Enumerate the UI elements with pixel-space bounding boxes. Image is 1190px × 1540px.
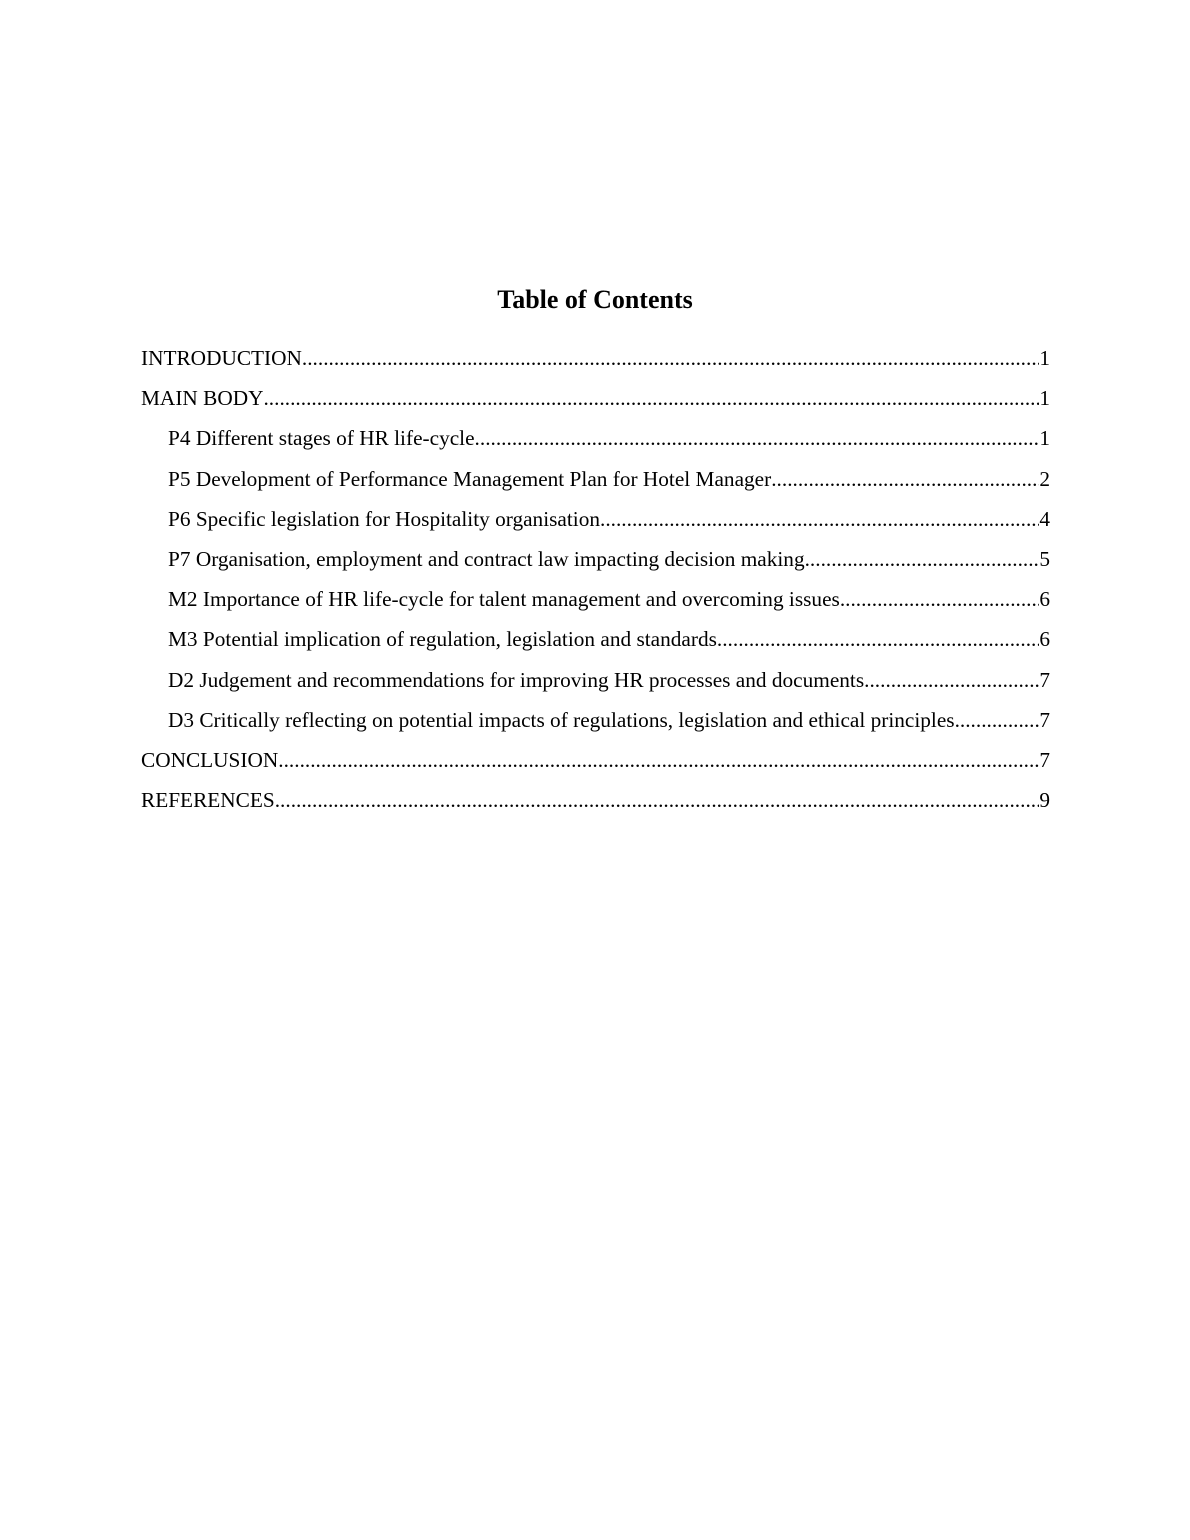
toc-entry-main-body[interactable] [141, 378, 1050, 418]
toc-page-number: 1 [1039, 426, 1050, 451]
toc-page-number: 9 [1039, 788, 1050, 813]
toc-leader-dots [302, 338, 1039, 378]
toc-entry-text: REFERENCES [141, 788, 275, 813]
toc-entry-text: D3 Critically reflecting on potential impacts of regulations, legislation and ethical principles. [168, 707, 960, 732]
toc-entry-text: P7 Organisation, employment and contract law impacting decision making [168, 546, 805, 571]
toc-leader-dots [275, 780, 1040, 820]
toc-entry-introduction[interactable] [141, 338, 1050, 378]
toc-leader-dots [840, 579, 1040, 619]
toc-entry-text: CONCLUSION [141, 747, 279, 772]
toc-page-number: 1 [1039, 346, 1050, 370]
toc-page-number: 6 [1039, 587, 1050, 612]
toc-leader-dots [960, 700, 1039, 740]
toc-list [141, 338, 1050, 820]
toc-page-number: 7 [1039, 747, 1050, 772]
toc-page-number: 1 [1039, 386, 1050, 411]
toc-entry-text: MAIN BODY [141, 386, 264, 411]
toc-entry-text: P6 Specific legislation for Hospitality organisation [168, 506, 600, 531]
toc-title: Table of Contents [497, 285, 693, 314]
toc-page-number: 7 [1039, 707, 1050, 732]
toc-entry-m2[interactable] [141, 579, 1050, 619]
toc-leader-dots [475, 418, 1040, 458]
toc-entry-d2[interactable] [141, 660, 1050, 700]
toc-page-number: 5 [1039, 546, 1050, 571]
toc-entry-d3[interactable] [141, 700, 1050, 740]
toc-entry-p6[interactable] [141, 499, 1050, 539]
toc-entry-text: D2 Judgement and recommendations for improving HR processes and documents [168, 667, 865, 692]
toc-entry-m3[interactable] [141, 619, 1050, 659]
toc-leader-dots [278, 740, 1039, 780]
toc-entry-conclusion[interactable] [141, 740, 1050, 780]
toc-entry-p5[interactable] [141, 459, 1050, 499]
toc-page-number: 6 [1039, 627, 1050, 652]
toc-entry-text: M3 Potential implication of regulation, legislation and standards [168, 627, 717, 652]
toc-entry-text: INTRODUCTION [141, 346, 302, 370]
toc-page-number: 7 [1039, 667, 1050, 692]
toc-leader-dots [600, 499, 1039, 539]
toc-leader-dots [771, 459, 1039, 499]
toc-entry-text: P4 Different stages of HR life-cycle [168, 426, 475, 451]
toc-leader-dots [805, 539, 1040, 579]
toc-entry-text: M2 Importance of HR life-cycle for talent management and overcoming issues [168, 587, 840, 612]
toc-entry-p4[interactable] [141, 418, 1050, 458]
toc-page-number: 2 [1039, 466, 1050, 491]
toc-entry-p7[interactable] [141, 539, 1050, 579]
toc-leader-dots [717, 619, 1039, 659]
toc-entry-references[interactable] [141, 780, 1050, 820]
toc-leader-dots [263, 378, 1039, 418]
toc-entry-text: P5 Development of Performance Management Plan for Hotel Manager [168, 466, 772, 491]
toc-page-number: 4 [1039, 506, 1050, 531]
toc-leader-dots [864, 660, 1039, 700]
